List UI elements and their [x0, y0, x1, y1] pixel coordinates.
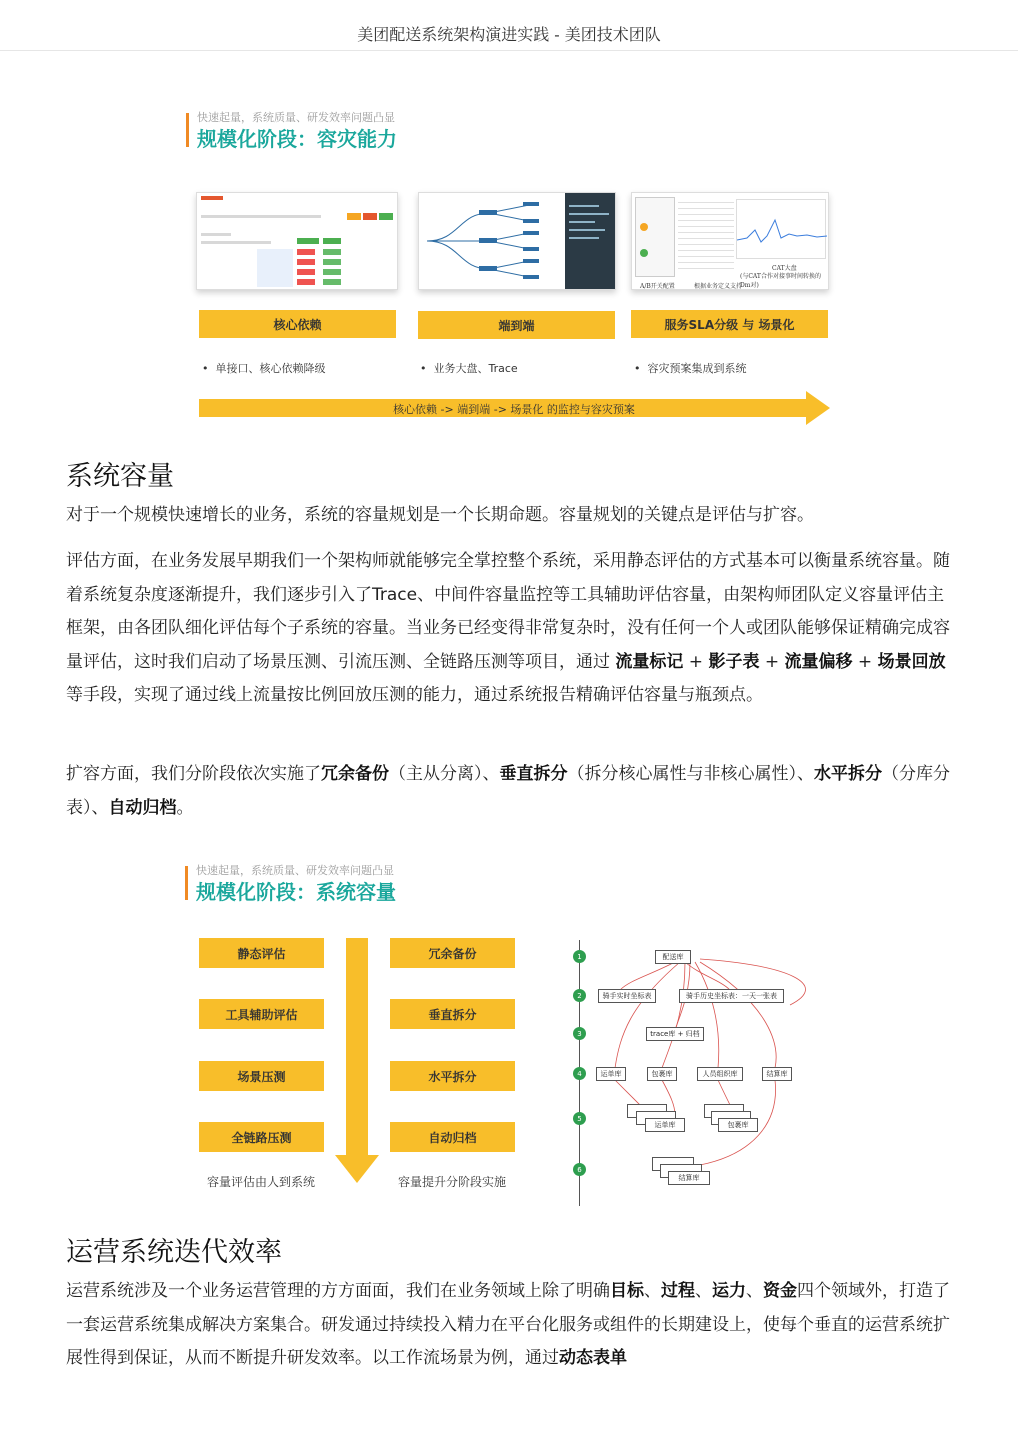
slide-title-bar — [185, 866, 188, 900]
mini-text — [201, 241, 271, 244]
down-arrow-head — [335, 1155, 379, 1183]
header-divider — [0, 50, 1018, 51]
text-run: （主从分离）、 — [389, 764, 500, 784]
plus-sign: + — [852, 651, 878, 672]
cat-chart — [737, 200, 827, 260]
right-column-caption: 容量提升分阶段实施 — [398, 1175, 507, 1189]
mini-chart-frame — [736, 199, 826, 259]
step-marker: 5 — [573, 1112, 586, 1125]
slide-subtitle: 快速起量，系统质量、研发效率问题凸显 — [197, 111, 395, 124]
node-rider-history-table: 骑手历史坐标表：一天一张表 — [679, 989, 784, 1003]
bold-capacity: 运力 — [712, 1281, 746, 1301]
text-run: 。 — [176, 797, 194, 818]
paragraph-capacity-intro: 对于一个规模快速增长的业务，系统的容量规划是一个长期命题。容量规划的关键点是评估与扩容。 — [66, 505, 814, 525]
item-scene-stress-test: 场景压测 — [199, 1061, 324, 1091]
separator: 、 — [695, 1281, 712, 1301]
bold-horizontal-split: 水平拆分 — [814, 764, 882, 784]
bullet-end-to-end: • 业务大盘、Trace — [420, 362, 518, 375]
step-marker: 4 — [573, 1067, 586, 1080]
business-caption: 根据业务定义支持 — [694, 283, 743, 290]
bold-auto-archive: 自动归档 — [108, 797, 177, 818]
section-heading-ops-efficiency: 运营系统迭代效率 — [66, 1237, 282, 1268]
slide-title-bar — [186, 113, 189, 147]
node-settlement-db: 结算库 — [762, 1067, 792, 1081]
item-horizontal-split: 水平拆分 — [390, 1061, 515, 1091]
mini-button — [379, 213, 393, 220]
bold-traffic-tag: 流量标记 — [615, 651, 684, 672]
card-end-to-end: 端到端 — [418, 311, 615, 339]
card-sla-scene: 服务SLA分级 与 场景化 — [631, 310, 828, 338]
left-column-caption: 容量评估由人到系统 — [207, 1175, 316, 1189]
text-run: （分库分表）、 — [66, 764, 950, 818]
bold-process: 过程 — [661, 1281, 695, 1301]
section-heading-capacity: 系统容量 — [66, 461, 174, 492]
bullet-text: 业务大盘、Trace — [433, 362, 518, 375]
end-to-end-screenshot — [418, 192, 616, 290]
mini-button — [323, 238, 341, 244]
mini-button — [347, 213, 361, 220]
item-auto-archive: 自动归档 — [390, 1122, 515, 1152]
chart-caption-note: (与CAT合作对接事时间转换的Dm对) — [740, 273, 821, 289]
bold-goal: 目标 — [610, 1281, 644, 1301]
node-settlement-shards: 结算库 — [668, 1171, 710, 1185]
mini-panel — [257, 249, 293, 287]
bold-vertical-split: 垂直拆分 — [499, 764, 568, 784]
bullet-core-dependency: • 单接口、核心依赖降级 — [202, 362, 326, 375]
text-run: 评估方面，在业务发展早期我们一个架构师就能够完全掌控整个系统，采用静态评估的方式基本可以衡量系统容量。随着系统复杂度逐渐提升，我们逐步引入了Trace、中间件容量监控等工具辅助评估容量，由架构师团队定义容量评估主框架，由各团队细化评估每个子系统的容量。当业务已经变得非常复杂时，没有任何一个人或团队能够保证精确完成容量评估，这时我们启动了场景压测、引流压测、全链路压测等项目，通过 — [66, 551, 950, 672]
slide-subtitle: 快速起量，系统质量、研发效率问题凸显 — [196, 864, 394, 877]
node-trace-archive: trace库 + 归档 — [646, 1027, 704, 1041]
step-marker: 6 — [573, 1163, 586, 1176]
slide-title: 规模化阶段：容灾能力 — [197, 127, 397, 151]
mini-table — [678, 197, 734, 273]
bold-funds: 资金 — [763, 1281, 797, 1301]
text-run: 扩容方面，我们分阶段依次实施了 — [66, 764, 321, 784]
node-order-db: 运单库 — [596, 1067, 626, 1081]
text-run: 等手段，实现了通过线上流量按比例回放压测的能力，通过系统报告精确评估容量与瓶颈点。 — [66, 685, 763, 705]
mini-button — [297, 238, 319, 244]
paragraph-ops-efficiency — [66, 1275, 954, 1376]
step-marker: 2 — [573, 989, 586, 1002]
bullet-text: 单接口、核心依赖降级 — [215, 362, 326, 375]
step-marker: 3 — [573, 1027, 586, 1040]
node-staff-org-db: 人员组织库 — [697, 1067, 743, 1081]
mini-button — [363, 213, 377, 220]
node-package-shards: 包裹库 — [718, 1118, 758, 1132]
page-header-title: 美团配送系统架构演进实践 - 美团技术团队 — [357, 25, 661, 44]
separator: 、 — [746, 1281, 763, 1301]
card-core-dependency: 核心依赖 — [199, 310, 396, 338]
plus-sign: + — [683, 651, 709, 672]
chart-caption: CAT大盘 — [772, 265, 797, 272]
trace-mindmap — [419, 193, 616, 290]
mini-column — [297, 249, 315, 287]
mini-text — [201, 233, 231, 236]
mini-logo — [201, 196, 223, 200]
bullet-text: 容灾预案集成到系统 — [647, 362, 747, 375]
sla-scene-screenshot — [631, 192, 829, 290]
bullet-sla-scene: • 容灾预案集成到系统 — [634, 362, 747, 375]
text-run: 运营系统涉及一个业务运营管理的方方面面，我们在业务领域上除了明确 — [66, 1281, 610, 1301]
item-static-evaluation: 静态评估 — [199, 938, 324, 968]
bold-shadow-table: 影子表 — [708, 651, 760, 672]
bold-scene-replay: 场景回放 — [877, 651, 946, 672]
node-package-db: 包裹库 — [647, 1067, 677, 1081]
mini-status-dot — [640, 249, 648, 257]
bold-redundancy: 冗余备份 — [321, 764, 389, 784]
core-dependency-screenshot — [196, 192, 398, 290]
progress-arrow-label: 核心依赖 -> 端到端 -> 场景化 的监控与容灾预案 — [393, 403, 635, 416]
paragraph-capacity-evaluation — [66, 545, 954, 713]
text-run: （拆分核心属性与非核心属性）、 — [567, 764, 814, 784]
node-order-shards: 运单库 — [645, 1118, 685, 1132]
separator: 、 — [644, 1281, 661, 1301]
mini-column — [323, 249, 341, 287]
mini-phone — [635, 197, 675, 277]
plus-sign: + — [759, 651, 785, 672]
item-vertical-split: 垂直拆分 — [390, 999, 515, 1029]
ab-caption: A/B开关配置 — [640, 283, 675, 290]
paragraph-capacity-expansion — [66, 758, 954, 825]
node-delivery-db: 配送库 — [655, 950, 691, 964]
mini-status-dot — [640, 223, 648, 231]
mini-filter-row — [201, 215, 321, 218]
slide-title: 规模化阶段：系统容量 — [196, 880, 396, 904]
bold-traffic-shift: 流量偏移 — [784, 651, 853, 672]
step-marker: 1 — [573, 950, 586, 963]
node-rider-realtime-table: 骑手实时坐标表 — [598, 989, 656, 1003]
item-redundancy-backup: 冗余备份 — [390, 938, 515, 968]
bold-dynamic-form: 动态表单 — [559, 1348, 627, 1368]
down-arrow-body — [346, 938, 368, 1156]
item-tool-evaluation: 工具辅助评估 — [199, 999, 324, 1029]
item-full-link-stress-test: 全链路压测 — [199, 1122, 324, 1152]
text-run: 四个领域外，打造了一套运营系统集成解决方案集合。研发通过持续投入精力在平台化服务或组件的长期建设上，使每个垂直的运营系统扩展性得到保证，从而不断提升研发效率。以工作流场景为例，通过 — [66, 1281, 950, 1368]
